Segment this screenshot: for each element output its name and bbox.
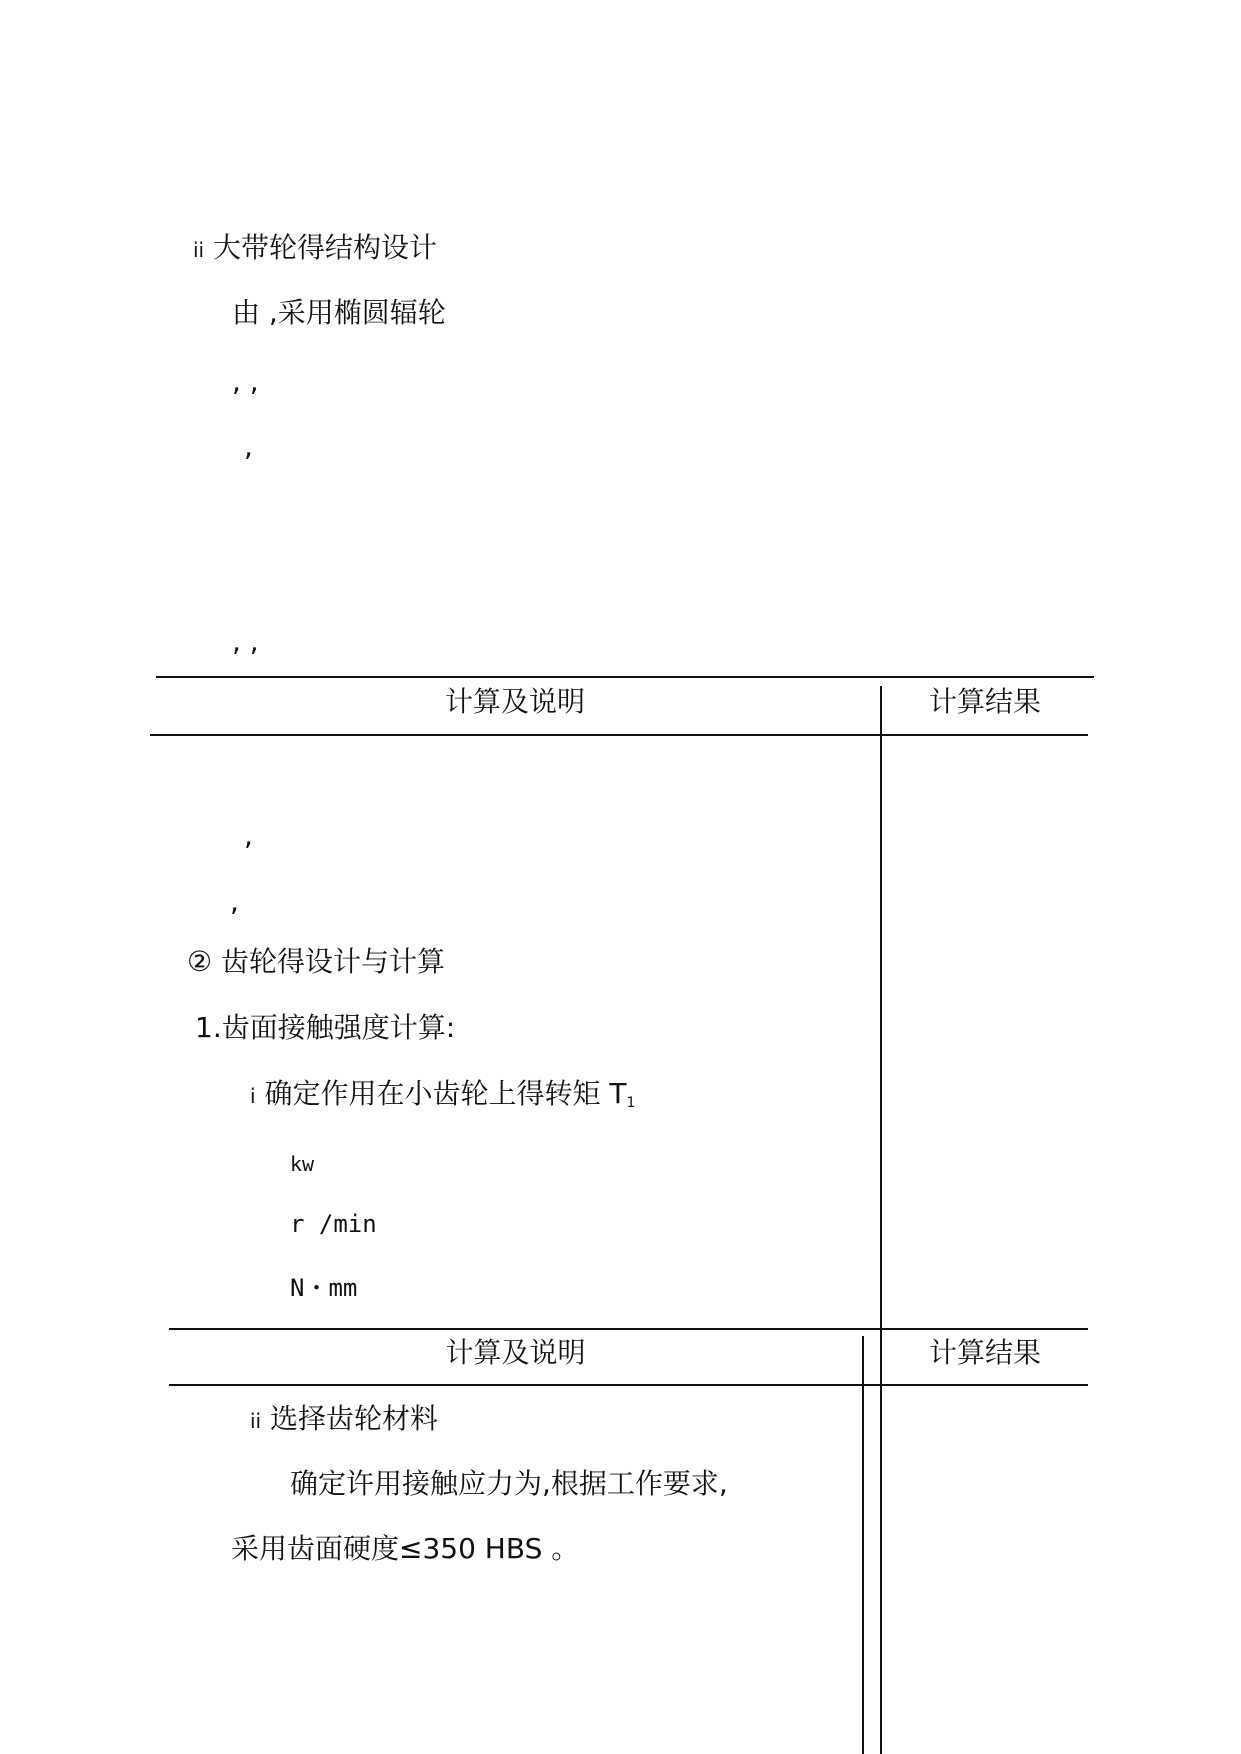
section-heading [193,232,437,266]
unit-kw: kw [290,1152,315,1176]
step-text: 确定作用在小齿轮上得转矩 T [264,1077,627,1110]
table-header-rule [150,734,1088,736]
comma-line: , [230,885,239,918]
comma-line: , [244,430,253,463]
text-line: 确定许用接触应力为,根据工作要求, [290,1467,728,1500]
table-column-divider [880,686,882,1328]
table-top-rule [169,1328,1088,1330]
step-title [250,1078,635,1119]
table-header-calc: 计算及说明 [445,1336,586,1369]
step-text: 选择齿轮材料 [270,1402,439,1435]
step-subscript: 1 [626,1095,636,1111]
comma-line: , , [232,365,259,398]
table-top-rule [156,676,1094,678]
step-prefix: i [250,1084,256,1108]
table-header-rule [169,1384,1088,1386]
comma-line: , [244,819,253,852]
table-column-divider [880,1328,882,1754]
comma-line: , , [232,625,259,658]
table-header-calc: 计算及说明 [444,685,585,718]
unit-rpm: r /min [290,1210,377,1238]
text-line: 采用齿面硬度≤350 HBS 。 [231,1532,580,1565]
step-title [250,1403,438,1437]
heading-prefix: ii [193,238,205,262]
table-header-result: 计算结果 [928,1336,1041,1369]
table-column-divider-inner [862,1336,864,1754]
subsection-title: 1.齿面接触强度计算: [195,1011,456,1044]
step-prefix: ii [250,1409,262,1433]
unit-nmm: N・mm [290,1274,358,1302]
section-title: ② 齿轮得设计与计算 [187,945,446,978]
table-header-result: 计算结果 [928,685,1041,718]
text-line: 由 ,采用椭圆辐轮 [232,296,446,329]
heading-text: 大带轮得结构设计 [213,231,438,264]
